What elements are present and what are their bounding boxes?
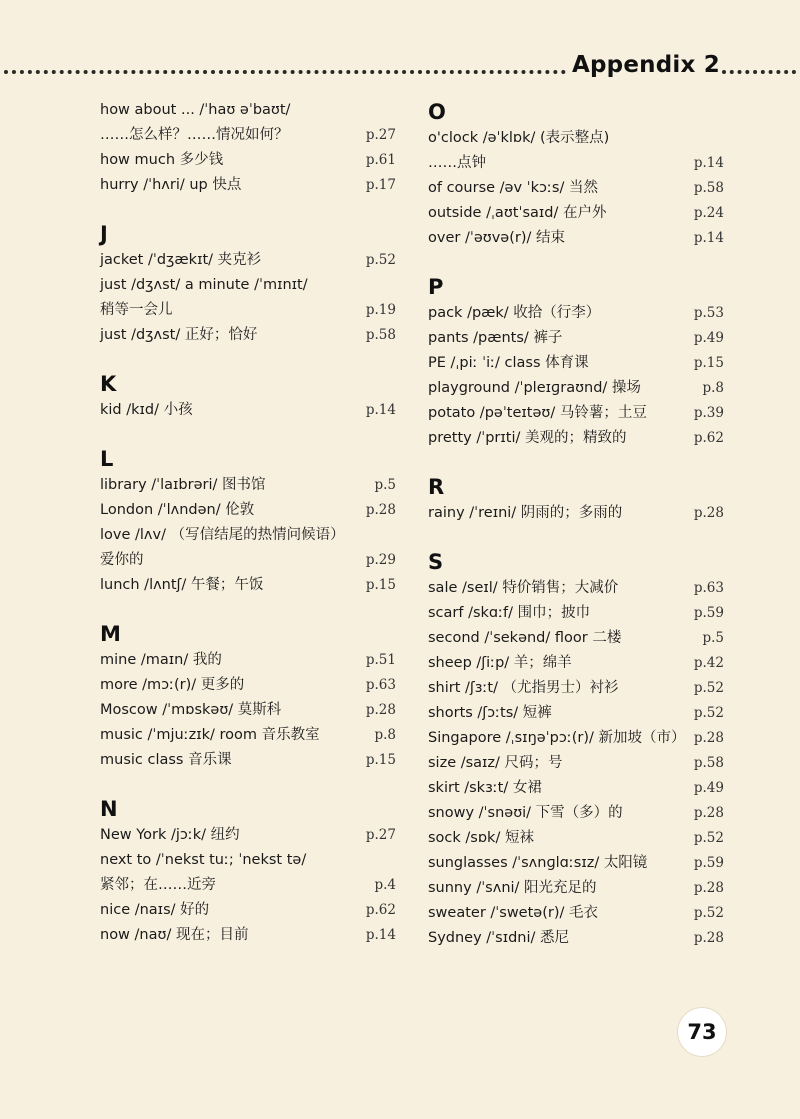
entry-text: pants /pænts/ 裤子: [428, 330, 563, 346]
glossary-entry: [428, 576, 724, 601]
entry-line: [428, 851, 724, 876]
entry-line: [428, 501, 724, 526]
entry-text: London /ˈlʌndən/ 伦敦: [100, 502, 255, 518]
entry-page-ref: p.28: [693, 880, 724, 896]
entry-line: [428, 176, 724, 201]
glossary-section: [100, 220, 396, 348]
glossary-entry: [428, 901, 724, 926]
entry-line: [100, 523, 396, 548]
entry-text: just /dʒʌst/ a minute /ˈmɪnɪt/: [100, 277, 308, 293]
entry-page-ref: p.52: [693, 905, 724, 921]
entry-text: more /mɔː(r)/ 更多的: [100, 677, 245, 693]
glossary-entry: [428, 201, 724, 226]
entry-line: [100, 573, 396, 598]
glossary-entry: [428, 876, 724, 901]
entry-page-ref: p.52: [693, 830, 724, 846]
glossary-entry: [100, 648, 396, 673]
entry-line: [100, 148, 396, 173]
entry-page-ref: p.42: [693, 655, 724, 671]
glossary-section: [100, 445, 396, 598]
entry-line: [100, 673, 396, 698]
glossary-entry: [100, 673, 396, 698]
glossary-entry: [428, 626, 724, 651]
glossary-entry: [428, 426, 724, 451]
entry-line: [428, 351, 724, 376]
entry-line: [428, 376, 724, 401]
glossary-entry: [428, 701, 724, 726]
glossary-entry: [100, 398, 396, 423]
entry-line: [428, 726, 724, 751]
entry-text: jacket /ˈdʒækɪt/ 夹克衫: [100, 252, 262, 268]
glossary-section: [428, 273, 724, 451]
entry-line: [428, 426, 724, 451]
entry-line: [428, 901, 724, 926]
entry-line: [100, 398, 396, 423]
appendix-title: Appendix 2: [572, 52, 720, 78]
entry-text: just /dʒʌst/ 正好；恰好: [100, 327, 258, 343]
entry-page-ref: p.59: [693, 605, 724, 621]
glossary-entry: [428, 601, 724, 626]
entry-page-ref: p.27: [365, 827, 396, 843]
right-column: [428, 98, 724, 951]
section-gap: [428, 251, 724, 273]
section-gap: [100, 348, 396, 370]
glossary-entry: [100, 573, 396, 598]
entry-line: [428, 826, 724, 851]
entry-line: [428, 601, 724, 626]
entry-line: [100, 873, 396, 898]
entry-text: PE /ˌpiː ˈiː/ class 体育课: [428, 355, 589, 371]
entry-page-ref: p.51: [365, 652, 396, 668]
entry-text: 稍等一会儿: [100, 302, 173, 318]
glossary-entry: [100, 148, 396, 173]
glossary-section: [100, 620, 396, 773]
glossary-entry: [100, 823, 396, 848]
entry-page-ref: p.14: [693, 155, 724, 171]
entry-page-ref: p.52: [365, 252, 396, 268]
entry-text: playground /ˈpleɪɡraʊnd/ 操场: [428, 380, 641, 396]
entry-line: [428, 576, 724, 601]
entry-text: nice /naɪs/ 好的: [100, 902, 210, 918]
entry-text: Singapore /ˌsɪŋəˈpɔː(r)/ 新加坡（市）: [428, 730, 686, 746]
entry-text: 爱你的: [100, 552, 144, 568]
entry-line: [428, 701, 724, 726]
entry-line: [100, 548, 396, 573]
entry-text: ……点钟: [428, 155, 486, 171]
entry-page-ref: p.58: [365, 327, 396, 343]
entry-text: sunny /ˈsʌni/ 阳光充足的: [428, 880, 597, 896]
entry-page-ref: p.28: [365, 702, 396, 718]
glossary-entry: [428, 501, 724, 526]
entry-line: [428, 126, 724, 151]
entry-line: [428, 626, 724, 651]
entry-line: [428, 651, 724, 676]
entry-text: mine /maɪn/ 我的: [100, 652, 222, 668]
entry-line: [428, 226, 724, 251]
entry-page-ref: p.39: [693, 405, 724, 421]
entry-text: shirt /ʃɜːt/ （尤指男士）衬衫: [428, 680, 619, 696]
entry-line: [100, 648, 396, 673]
entry-text: o'clock /əˈklɒk/ (表示整点): [428, 130, 610, 146]
glossary-entry: [428, 826, 724, 851]
glossary-entry: [428, 351, 724, 376]
entry-page-ref: p.28: [693, 730, 724, 746]
entry-text: music class 音乐课: [100, 752, 232, 768]
glossary-entry: [100, 248, 396, 273]
entry-text: sunglasses /ˈsʌnɡlɑːsɪz/ 太阳镜: [428, 855, 648, 871]
entry-page-ref: p.53: [693, 305, 724, 321]
glossary-entry: [100, 498, 396, 523]
glossary-section: [428, 98, 724, 251]
entry-line: [100, 723, 396, 748]
entry-line: [428, 401, 724, 426]
entry-page-ref: p.8: [374, 727, 396, 743]
entry-page-ref: p.28: [693, 930, 724, 946]
entry-text: outside /ˌaʊtˈsaɪd/ 在户外: [428, 205, 607, 221]
entry-text: sale /seɪl/ 特价销售；大减价: [428, 580, 619, 596]
entry-page-ref: p.19: [365, 302, 396, 318]
section-letter: J: [100, 222, 108, 246]
glossary-entry: [428, 301, 724, 326]
glossary-entry: [100, 848, 396, 898]
entry-page-ref: p.4: [374, 877, 396, 893]
entry-page-ref: p.15: [693, 355, 724, 371]
entry-page-ref: p.15: [365, 577, 396, 593]
page-number: 73: [678, 1008, 726, 1056]
glossary-entry: [100, 273, 396, 323]
entry-page-ref: p.17: [365, 177, 396, 193]
entry-line: [428, 926, 724, 951]
entry-text: skirt /skɜːt/ 女裙: [428, 780, 542, 796]
entry-line: [428, 676, 724, 701]
entry-page-ref: p.28: [693, 505, 724, 521]
entry-text: music /ˈmjuːzɪk/ room 音乐教室: [100, 727, 320, 743]
entry-page-ref: p.49: [693, 330, 724, 346]
entry-text: Moscow /ˈmɒskəʊ/ 莫斯科: [100, 702, 282, 718]
entry-text: pretty /ˈprɪti/ 美观的；精致的: [428, 430, 627, 446]
entry-text: love /lʌv/ （写信结尾的热情问候语）: [100, 527, 345, 543]
entry-text: over /ˈəʊvə(r)/ 结束: [428, 230, 565, 246]
entry-line: [100, 473, 396, 498]
glossary-entry: [100, 98, 396, 148]
entry-page-ref: p.61: [365, 152, 396, 168]
entry-text: how about ... /ˈhaʊ əˈbaʊt/: [100, 102, 291, 118]
glossary-entry: [100, 323, 396, 348]
section-letter: N: [100, 797, 118, 821]
section-letter: M: [100, 622, 121, 646]
entry-line: [428, 301, 724, 326]
section-letter: P: [428, 275, 444, 299]
entry-text: sweater /ˈswetə(r)/ 毛衣: [428, 905, 598, 921]
entry-text: ……怎么样？……情况如何？: [100, 127, 289, 143]
entry-line: [100, 923, 396, 948]
entry-line: [428, 776, 724, 801]
dotted-rule-right: [722, 70, 796, 74]
entry-line: [100, 323, 396, 348]
entry-text: sock /sɒk/ 短袜: [428, 830, 534, 846]
entry-text: pack /pæk/ 收拾（行李）: [428, 305, 601, 321]
glossary-entry: [428, 326, 724, 351]
entry-line: [100, 848, 396, 873]
entry-text: sheep /ʃiːp/ 羊；绵羊: [428, 655, 572, 671]
section-gap: [100, 423, 396, 445]
glossary-entry: [428, 926, 724, 951]
section-letter: R: [428, 475, 445, 499]
glossary-entry: [428, 751, 724, 776]
section-gap: [100, 773, 396, 795]
glossary-entry: [100, 898, 396, 923]
dotted-rule-left: [4, 70, 566, 74]
entry-line: [100, 498, 396, 523]
entry-page-ref: p.27: [365, 127, 396, 143]
entry-line: [428, 151, 724, 176]
glossary-entry: [100, 923, 396, 948]
entry-text: size /saɪz/ 尺码；号: [428, 755, 563, 771]
glossary-entry: [428, 801, 724, 826]
entry-text: of course /əv ˈkɔːs/ 当然: [428, 180, 598, 196]
entry-text: lunch /lʌntʃ/ 午餐；午饭: [100, 577, 264, 593]
glossary-section: [100, 795, 396, 948]
entry-line: [428, 876, 724, 901]
section-letter: L: [100, 447, 114, 471]
entry-text: kid /kɪd/ 小孩: [100, 402, 193, 418]
entry-page-ref: p.29: [365, 552, 396, 568]
entry-line: [100, 98, 396, 123]
section-gap: [428, 526, 724, 548]
glossary-entry: [428, 176, 724, 201]
entry-page-ref: p.49: [693, 780, 724, 796]
left-column: [100, 98, 396, 948]
appendix-header: [0, 52, 800, 92]
entry-text: hurry /ˈhʌri/ up 快点: [100, 177, 242, 193]
glossary-entry: [428, 776, 724, 801]
glossary-entry: [428, 851, 724, 876]
glossary-section: [428, 473, 724, 526]
entry-page-ref: p.63: [693, 580, 724, 596]
entry-line: [100, 298, 396, 323]
entry-page-ref: p.15: [365, 752, 396, 768]
entry-page-ref: p.14: [365, 927, 396, 943]
entry-line: [428, 201, 724, 226]
glossary-entry: [100, 473, 396, 498]
glossary-entry: [428, 651, 724, 676]
entry-line: [100, 823, 396, 848]
entry-line: [100, 173, 396, 198]
entry-line: [428, 326, 724, 351]
entry-text: next to /ˈnekst tuː; ˈnekst tə/: [100, 852, 307, 868]
glossary-section: [100, 370, 396, 423]
entry-page-ref: p.52: [693, 705, 724, 721]
entry-page-ref: p.59: [693, 855, 724, 871]
glossary-entry: [100, 523, 396, 573]
entry-line: [428, 801, 724, 826]
glossary-entry: [100, 173, 396, 198]
entry-text: snowy /ˈsnəʊi/ 下雪（多）的: [428, 805, 623, 821]
entry-page-ref: p.5: [702, 630, 724, 646]
glossary-entry: [100, 698, 396, 723]
entry-text: 紧邻；在……近旁: [100, 877, 216, 893]
entry-text: how much 多少钱: [100, 152, 224, 168]
entry-page-ref: p.62: [365, 902, 396, 918]
entry-line: [100, 698, 396, 723]
section-gap: [100, 198, 396, 220]
entry-text: potato /pəˈteɪtəʊ/ 马铃薯；土豆: [428, 405, 647, 421]
entry-line: [100, 898, 396, 923]
entry-page-ref: p.52: [693, 680, 724, 696]
entry-line: [100, 123, 396, 148]
entry-page-ref: p.14: [365, 402, 396, 418]
entry-page-ref: p.28: [693, 805, 724, 821]
glossary-entry: [428, 226, 724, 251]
entry-page-ref: p.62: [693, 430, 724, 446]
section-letter: S: [428, 550, 444, 574]
glossary-entry: [428, 726, 724, 751]
section-letter: O: [428, 100, 446, 124]
glossary-section: [428, 548, 724, 951]
entry-page-ref: p.24: [693, 205, 724, 221]
glossary-entry: [428, 126, 724, 176]
entry-text: now /naʊ/ 现在；目前: [100, 927, 249, 943]
glossary-section: [100, 98, 396, 198]
glossary-entry: [428, 401, 724, 426]
glossary-entry: [428, 376, 724, 401]
section-gap: [100, 598, 396, 620]
entry-page-ref: p.63: [365, 677, 396, 693]
entry-text: shorts /ʃɔːts/ 短裤: [428, 705, 552, 721]
entry-page-ref: p.14: [693, 230, 724, 246]
entry-text: scarf /skɑːf/ 围巾；披巾: [428, 605, 591, 621]
entry-line: [100, 748, 396, 773]
entry-line: [100, 273, 396, 298]
entry-page-ref: p.5: [374, 477, 396, 493]
entry-text: Sydney /ˈsɪdni/ 悉尼: [428, 930, 570, 946]
glossary-entry: [100, 748, 396, 773]
section-gap: [428, 451, 724, 473]
entry-page-ref: p.8: [702, 380, 724, 396]
entry-text: second /ˈsekənd/ floor 二楼: [428, 630, 622, 646]
glossary-entry: [428, 676, 724, 701]
entry-page-ref: p.28: [365, 502, 396, 518]
entry-page-ref: p.58: [693, 180, 724, 196]
entry-text: rainy /ˈreɪni/ 阴雨的；多雨的: [428, 505, 623, 521]
entry-line: [100, 248, 396, 273]
entry-page-ref: p.58: [693, 755, 724, 771]
entry-text: library /ˈlaɪbrəri/ 图书馆: [100, 477, 266, 493]
entry-text: New York /jɔːk/ 纽约: [100, 827, 240, 843]
section-letter: K: [100, 372, 117, 396]
glossary-entry: [100, 723, 396, 748]
entry-line: [428, 751, 724, 776]
